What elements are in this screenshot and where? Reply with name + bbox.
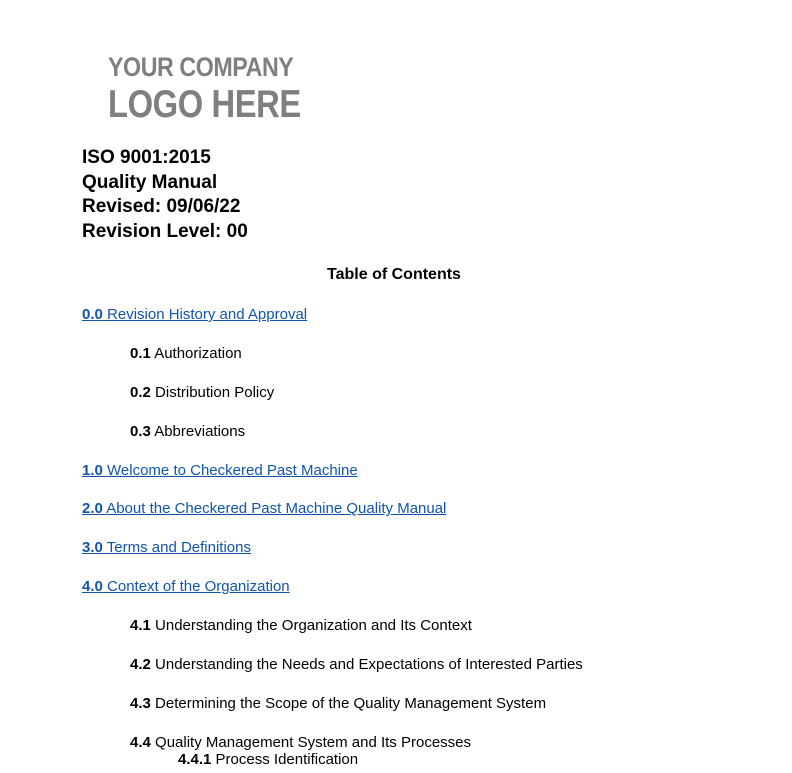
toc-entry-4-2 — [82, 656, 762, 695]
toc-text: Revision History and Approval — [107, 306, 308, 323]
toc-number: 1.0 — [82, 461, 103, 479]
toc-number: 0.0 — [82, 306, 103, 323]
toc-entry-0-0[interactable] — [82, 306, 762, 345]
toc-text: Terms and Definitions — [106, 539, 251, 557]
toc-link[interactable] — [82, 500, 446, 517]
logo-line-2: LOGO HERE — [108, 83, 301, 126]
toc-number: 4.1 — [130, 617, 151, 635]
document-title: Quality Manual — [82, 171, 218, 193]
logo-line-1: YOUR COMPANY — [108, 52, 294, 82]
toc-text: Abbreviations — [154, 422, 246, 440]
toc-number: 2.0 — [82, 500, 103, 518]
document-header — [82, 146, 248, 244]
toc-link[interactable] — [82, 578, 290, 595]
toc-text: Understanding the Organization and Its Context — [155, 617, 472, 635]
toc-number: 0.3 — [130, 422, 151, 440]
toc-link[interactable] — [82, 539, 251, 556]
toc-entry-4-0[interactable] — [82, 578, 762, 617]
toc-text: About the Checkered Past Machine Quality Manual — [106, 500, 447, 518]
revision-level: Revision Level: 00 — [82, 220, 248, 242]
toc-entry-0-1 — [82, 345, 762, 384]
toc-text: Process Identification — [215, 750, 359, 768]
toc-link[interactable] — [82, 306, 307, 323]
toc-entry-4-3 — [82, 695, 762, 734]
company-logo-placeholder — [108, 54, 338, 124]
toc-number: 4.4.1 — [178, 750, 212, 768]
toc-number: 4.0 — [82, 578, 103, 596]
toc-entry-2-0[interactable] — [82, 500, 762, 539]
toc-text: Authorization — [154, 344, 242, 362]
toc-text: Quality Management System and Its Processes — [155, 733, 472, 751]
toc-text: Welcome to Checkered Past Machine — [107, 461, 358, 479]
toc-number: 4.2 — [130, 656, 151, 674]
toc-text: Distribution Policy — [155, 383, 275, 401]
toc-entry-3-0[interactable] — [82, 539, 762, 578]
toc-text: Understanding the Needs and Expectations of Interested Parties — [155, 656, 583, 674]
toc-entry-4-1 — [82, 617, 762, 656]
toc-title: Table of Contents — [327, 266, 461, 283]
toc-number: 3.0 — [82, 539, 103, 557]
toc-entry-1-0[interactable] — [82, 462, 762, 501]
standard-name: ISO 9001:2015 — [82, 147, 211, 168]
revised-date: Revised: 09/06/22 — [82, 196, 241, 217]
toc-number: 0.2 — [130, 383, 151, 401]
toc-link[interactable] — [82, 462, 358, 479]
toc-number: 4.4 — [130, 733, 151, 751]
toc-entry-0-2 — [82, 384, 762, 423]
toc-text: Context of the Organization — [107, 578, 290, 596]
toc-entry-4-4-1 — [82, 751, 762, 771]
toc-number: 0.1 — [130, 344, 151, 362]
toc-number: 4.3 — [130, 694, 151, 712]
toc-entry-0-3 — [82, 423, 762, 462]
table-of-contents — [82, 306, 762, 771]
toc-text: Determining the Scope of the Quality Management System — [155, 694, 547, 712]
